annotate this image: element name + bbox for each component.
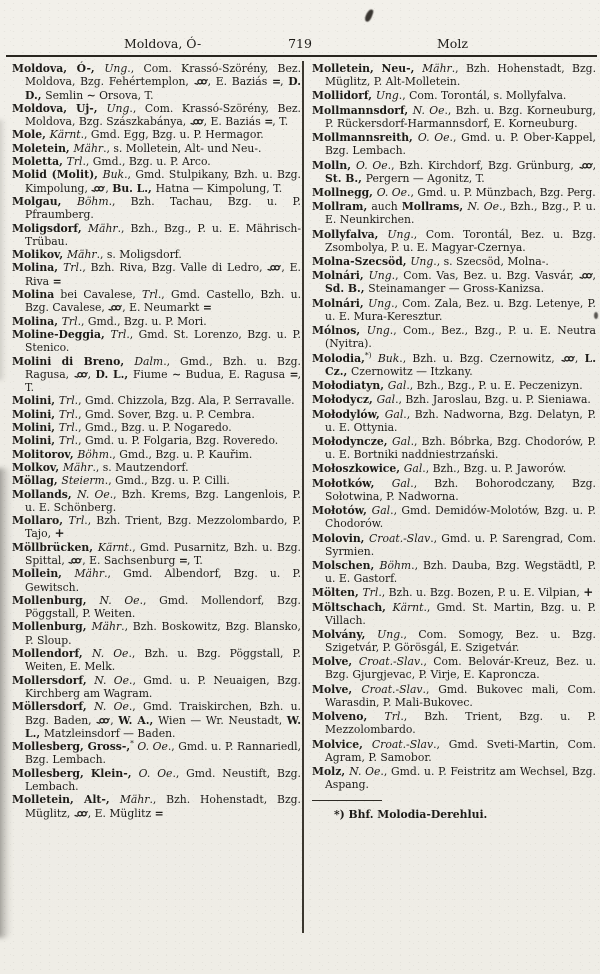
gazetteer-entry: Mollendorf, N. Oe., Bzh. u. Bzg. Pöggstall, P. Weiten, E. Melk. xyxy=(12,647,301,674)
right-column xyxy=(312,62,596,821)
running-head-right: Molz xyxy=(437,36,468,51)
gazetteer-entry: Moletein, Mähr., s. Molletein, Alt- und Neu-. xyxy=(12,141,262,155)
cross-icon: + xyxy=(583,585,594,600)
posthorn-icon xyxy=(68,554,82,567)
railway-station-icon: = xyxy=(202,301,211,315)
gazetteer-entry: Möllag, Steierm., Gmd., Bzg. u. P. Cilli. xyxy=(12,474,230,488)
gazetteer-entry: Mollands, N. Oe., Bzh. Krems, Bzg. Langenlois, P. u. E. Schönberg. xyxy=(12,487,301,514)
gazetteer-entry: Mołodyncze, Gal., Bzh. Bóbrka, Bzg. Chodorów, P. u. E. Bortniki naddniestrzański. xyxy=(312,435,596,462)
left-column xyxy=(12,62,301,820)
gazetteer-entry: Molina, Trl., Gmd., Bzg. u. P. Mori. xyxy=(12,314,207,328)
gazetteer-entry: Mołodiatyn, Gal., Bzh., Bzg., P. u. E. Peczenizyn. xyxy=(312,378,583,392)
railway-station-icon: = xyxy=(178,553,187,567)
railway-station-icon: = xyxy=(289,367,298,381)
gazetteer-entry: Molini di Breno, Dalm., Gmd., Bzh. u. Bzg. Ragusa, , D. L., Fiume ∼ Budua, E. Ragusa =, T. xyxy=(12,354,301,395)
railway-station-icon: = xyxy=(52,274,61,288)
ink-speck xyxy=(364,8,374,22)
gazetteer-entry: Mołoszkowice, Gal., Bzh., Bzg. u. P. Jaworów. xyxy=(312,462,567,476)
gazetteer-entry: Molnári, Ung., Com. Vas, Bez. u. Bzg. Vasvár, , Sd. B., Steinamanger — Gross-Kanizsa. xyxy=(312,269,596,296)
posthorn-icon xyxy=(561,352,575,365)
gazetteer-entry: Mollidorf, Ung., Com. Torontál, s. Mollyfalva. xyxy=(312,89,567,103)
gazetteer-entry: Mole, Kärnt., Gmd. Egg, Bzg. u. P. Hermagor. xyxy=(12,128,264,142)
scan-smudge xyxy=(0,120,6,380)
gazetteer-entry: Molini, Trl., Gmd. Sover, Bzg. u. P. Cembra. xyxy=(12,407,255,421)
gazetteer-entry: Mölten, Trl., Bzh. u. Bzg. Bozen, P. u. E. Vilpian, + xyxy=(312,585,594,600)
gazetteer-entry: Moletta, Trl., Gmd., Bzg. u. P. Arco. xyxy=(12,155,211,169)
gazetteer-entry: Moldova, Ó-, Ung., Com. Krassó-Szörény, Bez. Moldova, Bzg. Fehértemplon, , E. Baziás =, D. D., Semlin ∼ Orsova, T. xyxy=(12,62,302,102)
gazetteer-entry: Molodia,*) Buk., Bzh. u. Bzg. Czernowitz, , L. Cz., Czernowitz — Itzkany. xyxy=(312,349,596,378)
gazetteer-entry: Mollram, auch Mollrams, N. Oe., Bzh., Bzg., P. u. E. Neunkirchen. xyxy=(312,200,597,227)
footnote-rule xyxy=(312,800,382,801)
gazetteer-entry: Mollesberg, Klein-, O. Oe., Gmd. Neustift, Bzg. Lembach. xyxy=(12,766,301,794)
gazetteer-entry: Molkov, Mähr., s. Mautzendorf. xyxy=(12,460,189,474)
posthorn-icon xyxy=(579,159,593,172)
running-head-left: Moldova, Ó- xyxy=(124,36,202,51)
gazetteer-entry: Molini, Trl., Gmd., Bzg. u. P. Nogaredo. xyxy=(12,421,232,435)
page-number: 719 xyxy=(288,36,312,51)
gazetteer-entry: Molovin, Croat.-Slav., Gmd. u. P. Sarengrad, Com. Syrmien. xyxy=(312,531,596,558)
railway-station-icon: = xyxy=(264,115,273,129)
posthorn-icon xyxy=(190,115,204,128)
steamship-line-icon: ∼ xyxy=(86,88,96,102)
gazetteer-entry: Mołotków, Gal., Bzh. Bohorodczany, Bzg. Sołotwina, P. Nadworna. xyxy=(312,476,596,503)
gazetteer-entry: Molgau, Böhm., Bzh. Tachau, Bzg. u. P. Pfraumberg. xyxy=(12,194,301,222)
scan-smudge xyxy=(0,468,11,938)
posthorn-icon xyxy=(579,269,593,282)
gazetteer-entry: Molna-Szecsöd, Ung., s. Szecsöd, Molna-. xyxy=(312,255,549,269)
gazetteer-entry: Mollesberg, Gross-,* O. Oe., Gmd. u. P. Rannariedl, Bzg. Lembach. xyxy=(12,738,301,767)
gazetteer-entry: Molini, Trl., Gmd. Chizzola, Bzg. Ala, P. Serravalle. xyxy=(12,394,295,408)
gazetteer-entry: Mólnos, Ung., Com., Bez., Bzg., P. u. E. Neutra (Nyitra). xyxy=(312,324,596,351)
gazetteer-entry: Molz, N. Oe., Gmd. u. P. Feistritz am Wechsel, Bzg. Aspang. xyxy=(312,765,596,792)
header-rule xyxy=(6,55,597,57)
gazetteer-entry: Mollenburg, N. Oe., Gmd. Mollendorf, Bzg. Pöggstall, P. Weiten. xyxy=(12,593,301,621)
gazetteer-entry: Mołotów, Gal., Gmd. Demidów-Molotów, Bzg. u. P. Chodorów. xyxy=(312,504,596,531)
footnote-text: *) Bhf. Molodia-Derehlui. xyxy=(334,808,488,822)
gazetteer-entry: Mollein, Mähr., Gmd. Albendorf, Bzg. u. P. Gewitsch. xyxy=(12,567,301,594)
gazetteer-entry: Mollmannsdorf, N. Oe., Bzh. u. Bzg. Korneuburg, P. Rückersdorf-Harmannsdorf, E. Korneuburg. xyxy=(312,103,596,130)
steamship-line-icon: ∼ xyxy=(171,367,182,381)
gazetteer-entry: Molitorov, Böhm., Gmd., Bzg. u. P. Kauřim. xyxy=(12,447,253,461)
gazetteer-entry: Moldova, Uj-, Ung., Com. Krassó-Szörény, Bez. Moldova, Bzg. Szászkabánya, , E. Baziás =, T. xyxy=(12,101,301,129)
posthorn-icon xyxy=(74,368,88,381)
gazetteer-entry: Molvány, Ung., Com. Somogy, Bez. u. Bzg. Szigetvár, P. Görösgál, E. Szigetvár. xyxy=(312,628,596,655)
gazetteer-entry: Mollyfalva, Ung., Com. Torontál, Bez. u. Bzg. Zsombolya, P. u. E. Magyar-Czernya. xyxy=(312,227,596,254)
gazetteer-entry: Molveno, Trl., Bzh. Trient, Bzg. u. P. Mezzolombardo. xyxy=(312,710,596,737)
gazetteer-entry: Molid (Molit), Buk., Gmd. Stulpikany, Bzh. u. Bzg. Kimpolung, , Bu. L., Hatna — Kimpolung, T. xyxy=(12,168,301,195)
gazetteer-entry: Mołodycz, Gal., Bzh. Jaroslau, Bzg. u. P. Sieniawa. xyxy=(312,393,591,407)
gazetteer-entry: Molletein, Neu-, Mähr., Bzh. Hohenstadt, Bzg. Müglitz, P. Alt-Molletein. xyxy=(312,62,596,89)
posthorn-icon xyxy=(267,261,281,274)
posthorn-icon xyxy=(96,714,110,727)
gazetteer-entry: Moline-Deggia, Trl., Gmd. St. Lorenzo, Bzg. u. P. Stenico. xyxy=(12,327,301,355)
gazetteer-entry: Mollenburg, Mähr., Bzh. Boskowitz, Bzg. Blansko, P. Sloup. xyxy=(12,620,301,647)
gazetteer-entry: Molina bei Cavalese, Trl., Gmd. Castello, Bzh. u. Bzg. Cavalese, , E. Neumarkt = xyxy=(12,288,301,315)
gazetteer-entry: Molln, O. Oe., Bzh. Kirchdorf, Bzg. Grünburg, , St. B., Pergern — Agonitz, T. xyxy=(312,158,596,185)
railway-station-icon: = xyxy=(154,806,163,820)
gazetteer-entry: Molve, Croat.-Slav., Com. Belovár-Kreuz, Bez. u. Bzg. Gjurgjevac, P. Virje, E. Kaproncza. xyxy=(312,655,597,682)
railway-station-icon: = xyxy=(272,75,281,89)
gazetteer-entry: Mollmannsreith, O. Oe., Gmd. u. P. Ober-Kappel, Bzg. Lembach. xyxy=(312,131,596,158)
gazetteer-entry: Molschen, Böhm., Bzh. Dauba, Bzg. Wegstädtl, P. u. E. Gastorf. xyxy=(312,558,596,585)
cross-icon: + xyxy=(54,526,65,541)
gazetteer-entry: Molve, Croat.-Slav., Gmd. Bukovec mali, Com. Warasdin, P. Mali-Bukovec. xyxy=(312,682,596,709)
gazetteer-entry: Molletein, Alt-, Mähr., Bzh. Hohenstadt, Bzg. Müglitz, , E. Müglitz = xyxy=(12,793,301,820)
gazetteer-entry: Möllbrücken, Kärnt., Gmd. Pusarnitz, Bzh. u. Bzg. Spittal, , E. Sachsenburg =, T. xyxy=(12,540,301,567)
gazetteer-entry: Molikov, Mähr., s. Moligsdorf. xyxy=(12,248,182,262)
posthorn-icon xyxy=(74,807,88,820)
gazetteer-entry: Moligsdorf, Mähr., Bzh., Bzg., P. u. E. Mährisch-Trübau. xyxy=(12,221,301,248)
gazetteer-entry: Molvice, Croat.-Slav., Gmd. Sveti-Martin, Com. Agram, P. Samobor. xyxy=(312,737,596,764)
column-divider xyxy=(302,61,304,933)
gazetteer-entry: Mołodylów, Gal., Bzh. Nadworna, Bzg. Delatyn, P. u. E. Ottynia. xyxy=(312,407,596,434)
gazetteer-entry: Molina, Trl., Bzh. Riva, Bzg. Valle di Ledro, , E. Riva = xyxy=(12,261,301,288)
running-head xyxy=(0,36,600,52)
posthorn-icon xyxy=(91,182,105,195)
gazetteer-entry: Molnári, Ung., Com. Zala, Bez. u. Bzg. Letenye, P. u. E. Mura-Keresztur. xyxy=(312,296,596,323)
posthorn-icon xyxy=(194,75,208,88)
gazetteer-entry: Mollnegg, O. Oe., Gmd. u. P. Münzbach, Bzg. Perg. xyxy=(312,185,596,199)
footnote-block xyxy=(312,800,596,821)
posthorn-icon xyxy=(108,301,122,314)
gazetteer-entry: Möltschach, Kärnt., Gmd. St. Martin, Bzg. u. P. Villach. xyxy=(312,600,596,627)
gazetteer-entry: Molini, Trl., Gmd. u. P. Folgaria, Bzg. Roveredo. xyxy=(12,434,279,448)
gazetteer-entry: Mollaro, Trl., Bzh. Trient, Bzg. Mezzolombardo, P. Tajo, + xyxy=(12,514,301,541)
gazetteer-entry: Möllersdorf, N. Oe., Gmd. Traiskirchen, Bzh. u. Bzg. Baden, , W. A., Wien — Wr. Neustadt, W. L., Matzleinsdorf — Baden. xyxy=(12,700,301,740)
gazetteer-entry: Mollersdorf, N. Oe., Gmd. u. P. Neuaigen, Bzg. Kirchberg am Wagram. xyxy=(12,673,301,700)
